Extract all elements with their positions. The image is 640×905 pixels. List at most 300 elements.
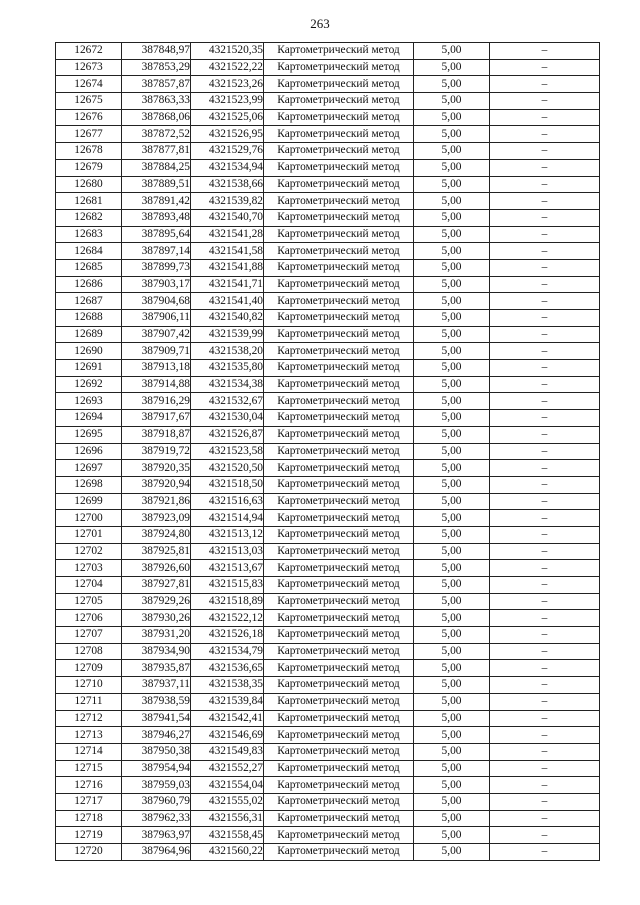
- y-coordinate-cell: 4321514,94: [191, 510, 264, 527]
- table-row: [56, 76, 600, 93]
- note-cell: –: [490, 393, 600, 410]
- method-cell: Картометрический метод: [264, 143, 414, 160]
- y-coordinate-cell: 4321541,28: [191, 226, 264, 243]
- table-row: [56, 793, 600, 810]
- table-row: [56, 577, 600, 594]
- point-number-cell: 12711: [56, 693, 122, 710]
- error-cell: 5,00: [414, 143, 490, 160]
- method-cell: Картометрический метод: [264, 593, 414, 610]
- error-cell: 5,00: [414, 360, 490, 377]
- point-number-cell: 12673: [56, 59, 122, 76]
- note-cell: –: [490, 460, 600, 477]
- method-cell: Картометрический метод: [264, 526, 414, 543]
- x-coordinate-cell: 387891,42: [122, 193, 191, 210]
- y-coordinate-cell: 4321526,95: [191, 126, 264, 143]
- error-cell: 5,00: [414, 293, 490, 310]
- method-cell: Картометрический метод: [264, 760, 414, 777]
- point-number-cell: 12694: [56, 410, 122, 427]
- error-cell: 5,00: [414, 43, 490, 60]
- point-number-cell: 12696: [56, 443, 122, 460]
- table-row: [56, 493, 600, 510]
- x-coordinate-cell: 387960,79: [122, 793, 191, 810]
- note-cell: –: [490, 743, 600, 760]
- point-number-cell: 12695: [56, 426, 122, 443]
- error-cell: 5,00: [414, 560, 490, 577]
- note-cell: –: [490, 627, 600, 644]
- error-cell: 5,00: [414, 677, 490, 694]
- note-cell: –: [490, 426, 600, 443]
- table-row: [56, 543, 600, 560]
- x-coordinate-cell: 387935,87: [122, 660, 191, 677]
- x-coordinate-cell: 387848,97: [122, 43, 191, 60]
- table-row: [56, 93, 600, 110]
- error-cell: 5,00: [414, 627, 490, 644]
- note-cell: –: [490, 126, 600, 143]
- x-coordinate-cell: 387897,14: [122, 243, 191, 260]
- y-coordinate-cell: 4321523,26: [191, 76, 264, 93]
- y-coordinate-cell: 4321520,35: [191, 43, 264, 60]
- y-coordinate-cell: 4321549,83: [191, 743, 264, 760]
- y-coordinate-cell: 4321541,40: [191, 293, 264, 310]
- table-row: [56, 176, 600, 193]
- y-coordinate-cell: 4321515,83: [191, 577, 264, 594]
- point-number-cell: 12675: [56, 93, 122, 110]
- x-coordinate-cell: 387959,03: [122, 777, 191, 794]
- note-cell: –: [490, 810, 600, 827]
- method-cell: Картометрический метод: [264, 343, 414, 360]
- table-row: [56, 593, 600, 610]
- error-cell: 5,00: [414, 376, 490, 393]
- y-coordinate-cell: 4321539,99: [191, 326, 264, 343]
- error-cell: 5,00: [414, 710, 490, 727]
- point-number-cell: 12708: [56, 643, 122, 660]
- table-row: [56, 410, 600, 427]
- x-coordinate-cell: 387923,09: [122, 510, 191, 527]
- table-row: [56, 226, 600, 243]
- point-number-cell: 12716: [56, 777, 122, 794]
- note-cell: –: [490, 310, 600, 327]
- error-cell: 5,00: [414, 543, 490, 560]
- table-row: [56, 526, 600, 543]
- point-number-cell: 12715: [56, 760, 122, 777]
- y-coordinate-cell: 4321526,87: [191, 426, 264, 443]
- point-number-cell: 12672: [56, 43, 122, 60]
- y-coordinate-cell: 4321522,12: [191, 610, 264, 627]
- table-row: [56, 109, 600, 126]
- table-row: [56, 293, 600, 310]
- x-coordinate-cell: 387927,81: [122, 577, 191, 594]
- note-cell: –: [490, 793, 600, 810]
- error-cell: 5,00: [414, 76, 490, 93]
- table-row: [56, 159, 600, 176]
- point-number-cell: 12698: [56, 476, 122, 493]
- y-coordinate-cell: 4321542,41: [191, 710, 264, 727]
- note-cell: –: [490, 76, 600, 93]
- note-cell: –: [490, 760, 600, 777]
- y-coordinate-cell: 4321540,82: [191, 310, 264, 327]
- y-coordinate-cell: 4321522,22: [191, 59, 264, 76]
- note-cell: –: [490, 710, 600, 727]
- error-cell: 5,00: [414, 643, 490, 660]
- x-coordinate-cell: 387962,33: [122, 810, 191, 827]
- table-row: [56, 710, 600, 727]
- point-number-cell: 12686: [56, 276, 122, 293]
- method-cell: Картометрический метод: [264, 259, 414, 276]
- error-cell: 5,00: [414, 109, 490, 126]
- error-cell: 5,00: [414, 460, 490, 477]
- method-cell: Картометрический метод: [264, 426, 414, 443]
- x-coordinate-cell: 387853,29: [122, 59, 191, 76]
- y-coordinate-cell: 4321535,80: [191, 360, 264, 377]
- y-coordinate-cell: 4321538,35: [191, 677, 264, 694]
- point-number-cell: 12689: [56, 326, 122, 343]
- method-cell: Картометрический метод: [264, 243, 414, 260]
- error-cell: 5,00: [414, 727, 490, 744]
- table-row: [56, 343, 600, 360]
- note-cell: –: [490, 643, 600, 660]
- error-cell: 5,00: [414, 526, 490, 543]
- note-cell: –: [490, 510, 600, 527]
- method-cell: Картометрический метод: [264, 810, 414, 827]
- point-number-cell: 12676: [56, 109, 122, 126]
- point-number-cell: 12682: [56, 209, 122, 226]
- y-coordinate-cell: 4321520,50: [191, 460, 264, 477]
- x-coordinate-cell: 387920,35: [122, 460, 191, 477]
- x-coordinate-cell: 387925,81: [122, 543, 191, 560]
- point-number-cell: 12688: [56, 310, 122, 327]
- point-number-cell: 12693: [56, 393, 122, 410]
- table-row: [56, 510, 600, 527]
- x-coordinate-cell: 387930,26: [122, 610, 191, 627]
- page-number: 263: [310, 16, 330, 31]
- y-coordinate-cell: 4321556,31: [191, 810, 264, 827]
- x-coordinate-cell: 387863,33: [122, 93, 191, 110]
- y-coordinate-cell: 4321538,20: [191, 343, 264, 360]
- method-cell: Картометрический метод: [264, 326, 414, 343]
- method-cell: Картометрический метод: [264, 577, 414, 594]
- x-coordinate-cell: 387917,67: [122, 410, 191, 427]
- point-number-cell: 12714: [56, 743, 122, 760]
- point-number-cell: 12705: [56, 593, 122, 610]
- method-cell: Картометрический метод: [264, 176, 414, 193]
- method-cell: Картометрический метод: [264, 510, 414, 527]
- note-cell: –: [490, 610, 600, 627]
- x-coordinate-cell: 387857,87: [122, 76, 191, 93]
- note-cell: –: [490, 343, 600, 360]
- method-cell: Картометрический метод: [264, 109, 414, 126]
- error-cell: 5,00: [414, 844, 490, 861]
- note-cell: –: [490, 493, 600, 510]
- x-coordinate-cell: 387913,18: [122, 360, 191, 377]
- point-number-cell: 12713: [56, 727, 122, 744]
- note-cell: –: [490, 777, 600, 794]
- table-row: [56, 827, 600, 844]
- method-cell: Картометрический метод: [264, 93, 414, 110]
- point-number-cell: 12692: [56, 376, 122, 393]
- x-coordinate-cell: 387950,38: [122, 743, 191, 760]
- method-cell: Картометрический метод: [264, 443, 414, 460]
- method-cell: Картометрический метод: [264, 193, 414, 210]
- error-cell: 5,00: [414, 310, 490, 327]
- error-cell: 5,00: [414, 393, 490, 410]
- method-cell: Картометрический метод: [264, 376, 414, 393]
- x-coordinate-cell: 387946,27: [122, 727, 191, 744]
- table-row: [56, 643, 600, 660]
- x-coordinate-cell: 387868,06: [122, 109, 191, 126]
- x-coordinate-cell: 387918,87: [122, 426, 191, 443]
- error-cell: 5,00: [414, 777, 490, 794]
- x-coordinate-cell: 387937,11: [122, 677, 191, 694]
- note-cell: –: [490, 543, 600, 560]
- error-cell: 5,00: [414, 476, 490, 493]
- point-number-cell: 12720: [56, 844, 122, 861]
- method-cell: Картометрический метод: [264, 59, 414, 76]
- point-number-cell: 12719: [56, 827, 122, 844]
- y-coordinate-cell: 4321513,03: [191, 543, 264, 560]
- x-coordinate-cell: 387954,94: [122, 760, 191, 777]
- method-cell: Картометрический метод: [264, 710, 414, 727]
- point-number-cell: 12691: [56, 360, 122, 377]
- method-cell: Картометрический метод: [264, 827, 414, 844]
- note-cell: –: [490, 844, 600, 861]
- note-cell: –: [490, 443, 600, 460]
- x-coordinate-cell: 387931,20: [122, 627, 191, 644]
- error-cell: 5,00: [414, 593, 490, 610]
- y-coordinate-cell: 4321516,63: [191, 493, 264, 510]
- table-row: [56, 376, 600, 393]
- note-cell: –: [490, 526, 600, 543]
- error-cell: 5,00: [414, 493, 490, 510]
- point-number-cell: 12702: [56, 543, 122, 560]
- x-coordinate-cell: 387963,97: [122, 827, 191, 844]
- error-cell: 5,00: [414, 693, 490, 710]
- point-number-cell: 12687: [56, 293, 122, 310]
- error-cell: 5,00: [414, 443, 490, 460]
- y-coordinate-cell: 4321513,67: [191, 560, 264, 577]
- coordinates-table: [55, 42, 600, 861]
- method-cell: Картометрический метод: [264, 276, 414, 293]
- note-cell: –: [490, 410, 600, 427]
- x-coordinate-cell: 387929,26: [122, 593, 191, 610]
- method-cell: Картометрический метод: [264, 43, 414, 60]
- method-cell: Картометрический метод: [264, 777, 414, 794]
- point-number-cell: 12701: [56, 526, 122, 543]
- y-coordinate-cell: 4321555,02: [191, 793, 264, 810]
- y-coordinate-cell: 4321558,45: [191, 827, 264, 844]
- x-coordinate-cell: 387893,48: [122, 209, 191, 226]
- y-coordinate-cell: 4321540,70: [191, 209, 264, 226]
- note-cell: –: [490, 243, 600, 260]
- note-cell: –: [490, 143, 600, 160]
- table-row: [56, 810, 600, 827]
- y-coordinate-cell: 4321530,04: [191, 410, 264, 427]
- table-row: [56, 476, 600, 493]
- point-number-cell: 12684: [56, 243, 122, 260]
- method-cell: Картометрический метод: [264, 460, 414, 477]
- point-number-cell: 12699: [56, 493, 122, 510]
- error-cell: 5,00: [414, 209, 490, 226]
- method-cell: Картометрический метод: [264, 610, 414, 627]
- y-coordinate-cell: 4321541,58: [191, 243, 264, 260]
- y-coordinate-cell: 4321552,27: [191, 760, 264, 777]
- point-number-cell: 12718: [56, 810, 122, 827]
- error-cell: 5,00: [414, 259, 490, 276]
- x-coordinate-cell: 387934,90: [122, 643, 191, 660]
- method-cell: Картометрический метод: [264, 560, 414, 577]
- table-row: [56, 393, 600, 410]
- table-row: [56, 259, 600, 276]
- note-cell: –: [490, 376, 600, 393]
- error-cell: 5,00: [414, 193, 490, 210]
- x-coordinate-cell: 387964,96: [122, 844, 191, 861]
- method-cell: Картометрический метод: [264, 743, 414, 760]
- method-cell: Картометрический метод: [264, 126, 414, 143]
- table-row: [56, 460, 600, 477]
- table-row: [56, 360, 600, 377]
- point-number-cell: 12700: [56, 510, 122, 527]
- table-row: [56, 243, 600, 260]
- y-coordinate-cell: 4321534,79: [191, 643, 264, 660]
- x-coordinate-cell: 387926,60: [122, 560, 191, 577]
- method-cell: Картометрический метод: [264, 693, 414, 710]
- x-coordinate-cell: 387924,80: [122, 526, 191, 543]
- method-cell: Картометрический метод: [264, 360, 414, 377]
- error-cell: 5,00: [414, 426, 490, 443]
- table-row: [56, 310, 600, 327]
- y-coordinate-cell: 4321526,18: [191, 627, 264, 644]
- note-cell: –: [490, 293, 600, 310]
- error-cell: 5,00: [414, 510, 490, 527]
- table-row: [56, 143, 600, 160]
- point-number-cell: 12674: [56, 76, 122, 93]
- table-row: [56, 777, 600, 794]
- point-number-cell: 12706: [56, 610, 122, 627]
- note-cell: –: [490, 176, 600, 193]
- point-number-cell: 12712: [56, 710, 122, 727]
- y-coordinate-cell: 4321560,22: [191, 844, 264, 861]
- error-cell: 5,00: [414, 827, 490, 844]
- note-cell: –: [490, 660, 600, 677]
- y-coordinate-cell: 4321554,04: [191, 777, 264, 794]
- table-row: [56, 560, 600, 577]
- y-coordinate-cell: 4321534,38: [191, 376, 264, 393]
- y-coordinate-cell: 4321523,58: [191, 443, 264, 460]
- x-coordinate-cell: 387877,81: [122, 143, 191, 160]
- table-row: [56, 209, 600, 226]
- y-coordinate-cell: 4321518,89: [191, 593, 264, 610]
- x-coordinate-cell: 387914,88: [122, 376, 191, 393]
- note-cell: –: [490, 476, 600, 493]
- x-coordinate-cell: 387895,64: [122, 226, 191, 243]
- table-row: [56, 693, 600, 710]
- x-coordinate-cell: 387906,11: [122, 310, 191, 327]
- note-cell: –: [490, 209, 600, 226]
- y-coordinate-cell: 4321539,84: [191, 693, 264, 710]
- note-cell: –: [490, 677, 600, 694]
- method-cell: Картометрический метод: [264, 209, 414, 226]
- method-cell: Картометрический метод: [264, 226, 414, 243]
- error-cell: 5,00: [414, 577, 490, 594]
- point-number-cell: 12681: [56, 193, 122, 210]
- error-cell: 5,00: [414, 59, 490, 76]
- error-cell: 5,00: [414, 810, 490, 827]
- y-coordinate-cell: 4321513,12: [191, 526, 264, 543]
- table-row: [56, 43, 600, 60]
- table-row: [56, 59, 600, 76]
- method-cell: Картометрический метод: [264, 476, 414, 493]
- point-number-cell: 12683: [56, 226, 122, 243]
- note-cell: –: [490, 226, 600, 243]
- note-cell: –: [490, 593, 600, 610]
- error-cell: 5,00: [414, 243, 490, 260]
- table-row: [56, 660, 600, 677]
- point-number-cell: 12710: [56, 677, 122, 694]
- x-coordinate-cell: 387909,71: [122, 343, 191, 360]
- method-cell: Картометрический метод: [264, 493, 414, 510]
- point-number-cell: 12690: [56, 343, 122, 360]
- x-coordinate-cell: 387884,25: [122, 159, 191, 176]
- note-cell: –: [490, 43, 600, 60]
- point-number-cell: 12678: [56, 143, 122, 160]
- point-number-cell: 12685: [56, 259, 122, 276]
- note-cell: –: [490, 326, 600, 343]
- y-coordinate-cell: 4321523,99: [191, 93, 264, 110]
- y-coordinate-cell: 4321534,94: [191, 159, 264, 176]
- method-cell: Картометрический метод: [264, 627, 414, 644]
- method-cell: Картометрический метод: [264, 410, 414, 427]
- point-number-cell: 12704: [56, 577, 122, 594]
- error-cell: 5,00: [414, 743, 490, 760]
- table-row: [56, 326, 600, 343]
- y-coordinate-cell: 4321532,67: [191, 393, 264, 410]
- error-cell: 5,00: [414, 126, 490, 143]
- table-row: [56, 727, 600, 744]
- y-coordinate-cell: 4321539,82: [191, 193, 264, 210]
- method-cell: Картометрический метод: [264, 76, 414, 93]
- note-cell: –: [490, 193, 600, 210]
- method-cell: Картометрический метод: [264, 844, 414, 861]
- point-number-cell: 12703: [56, 560, 122, 577]
- note-cell: –: [490, 259, 600, 276]
- point-number-cell: 12709: [56, 660, 122, 677]
- table-row: [56, 627, 600, 644]
- note-cell: –: [490, 560, 600, 577]
- x-coordinate-cell: 387941,54: [122, 710, 191, 727]
- note-cell: –: [490, 577, 600, 594]
- y-coordinate-cell: 4321529,76: [191, 143, 264, 160]
- error-cell: 5,00: [414, 326, 490, 343]
- method-cell: Картометрический метод: [264, 677, 414, 694]
- method-cell: Картометрический метод: [264, 543, 414, 560]
- note-cell: –: [490, 360, 600, 377]
- note-cell: –: [490, 827, 600, 844]
- note-cell: –: [490, 276, 600, 293]
- method-cell: Картометрический метод: [264, 660, 414, 677]
- point-number-cell: 12707: [56, 627, 122, 644]
- x-coordinate-cell: 387904,68: [122, 293, 191, 310]
- method-cell: Картометрический метод: [264, 159, 414, 176]
- method-cell: Картометрический метод: [264, 793, 414, 810]
- note-cell: –: [490, 727, 600, 744]
- x-coordinate-cell: 387919,72: [122, 443, 191, 460]
- method-cell: Картометрический метод: [264, 310, 414, 327]
- point-number-cell: 12717: [56, 793, 122, 810]
- y-coordinate-cell: 4321536,65: [191, 660, 264, 677]
- error-cell: 5,00: [414, 660, 490, 677]
- table-row: [56, 743, 600, 760]
- error-cell: 5,00: [414, 226, 490, 243]
- note-cell: –: [490, 693, 600, 710]
